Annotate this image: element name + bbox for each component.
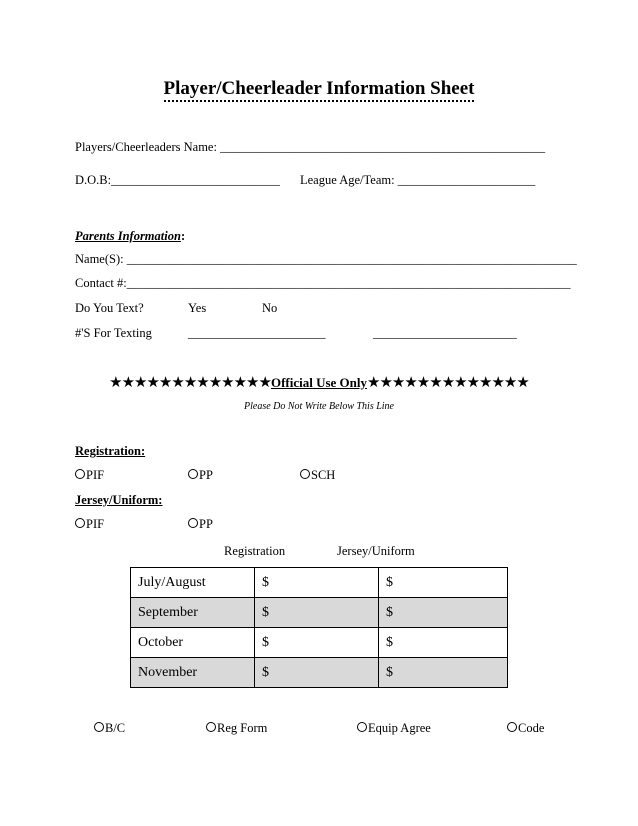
month-cell: November [131,658,255,688]
text-no-option[interactable]: No [262,301,278,315]
table-row [131,658,508,688]
parents-info-heading: Parents Information: [75,229,186,243]
radio-icon [300,469,310,479]
registration-amount-cell[interactable]: $ [255,628,379,658]
table-row [131,568,508,598]
radio-icon [75,469,85,479]
table-row [131,598,508,628]
checklist-reg-form[interactable]: Reg Form [206,721,267,736]
contact-field[interactable]: Contact #:_______________________________________________________________________ [75,276,571,290]
radio-icon [206,722,216,732]
checklist-code[interactable]: Code [507,721,544,736]
registration-pp-option[interactable]: PP [188,468,213,483]
registration-pif-option[interactable]: PIF [75,468,104,483]
table-row [131,628,508,658]
checklist-bc[interactable]: B/C [94,721,125,736]
jersey-amount-cell[interactable]: $ [379,658,508,688]
registration-heading: Registration: [75,444,146,458]
page-title: Player/Cheerleader Information Sheet [0,78,638,100]
registration-amount-cell[interactable]: $ [255,658,379,688]
texting-number-field-2[interactable]: _______________________ [373,326,517,340]
checklist-equip-agree[interactable]: Equip Agree [357,721,431,736]
radio-icon [507,722,517,732]
official-use-banner [0,373,638,392]
radio-icon [188,469,198,479]
texting-number-field-1[interactable]: ______________________ [188,326,326,340]
month-cell: July/August [131,568,255,598]
jersey-pif-option[interactable]: PIF [75,517,104,532]
registration-sch-option[interactable]: SCH [300,468,335,483]
radio-icon [75,518,85,528]
jersey-pp-option[interactable]: PP [188,517,213,532]
radio-icon [357,722,367,732]
registration-amount-cell[interactable]: $ [255,568,379,598]
month-cell: September [131,598,255,628]
league-age-team-field[interactable]: League Age/Team: ______________________ [300,173,536,187]
registration-amount-cell[interactable]: $ [255,598,379,628]
text-yes-option[interactable]: Yes [188,301,207,315]
payment-table [130,567,508,688]
parent-names-field[interactable]: Name(S): ________________________________________________________________________ [75,252,577,266]
jersey-amount-cell[interactable]: $ [379,628,508,658]
do-not-write-note: Please Do Not Write Below This Line [244,401,394,412]
official-use-label: Official Use Only [270,375,368,390]
column-header-registration: Registration [224,544,286,558]
column-header-jersey: Jersey/Uniform [337,544,415,558]
month-cell: October [131,628,255,658]
radio-icon [94,722,104,732]
jersey-amount-cell[interactable]: $ [379,568,508,598]
jersey-uniform-heading: Jersey/Uniform: [75,493,163,507]
text-question: Do You Text? [75,301,144,315]
player-name-field[interactable]: Players/Cheerleaders Name: ____________________________________________________ [75,140,546,154]
stars-right-icon: ★★★★★★★★★★★★★ [367,375,529,391]
jersey-amount-cell[interactable]: $ [379,598,508,628]
stars-left-icon: ★★★★★★★★★★★★★ [109,375,271,391]
texting-numbers-label: #'S For Texting [75,326,152,340]
dob-field[interactable]: D.O.B:___________________________ [75,173,280,187]
radio-icon [188,518,198,528]
